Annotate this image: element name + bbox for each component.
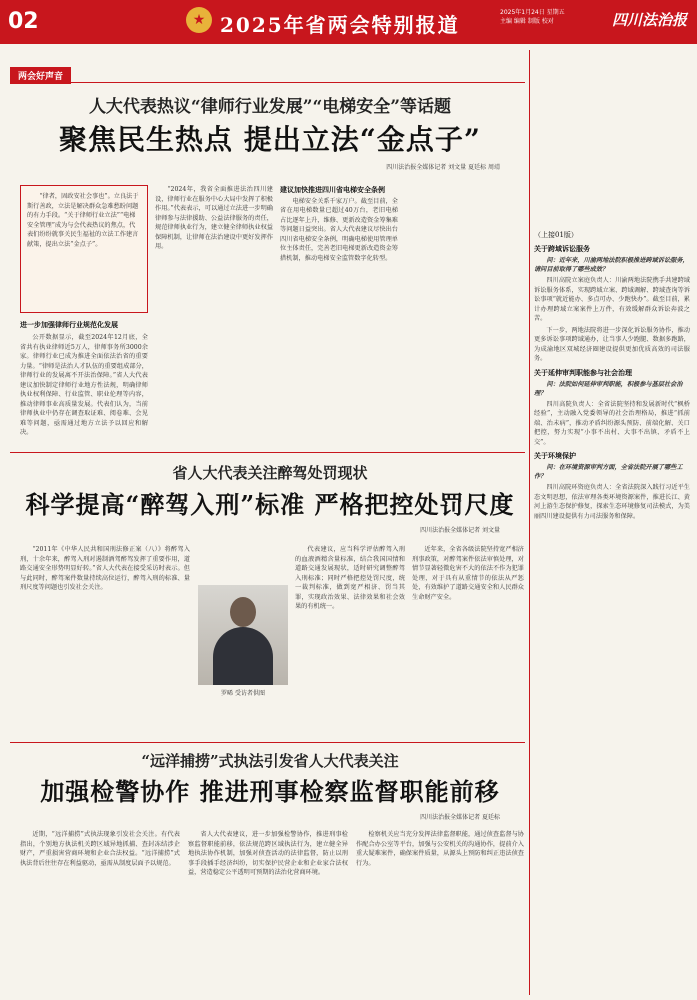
- story3-paragraph: 检察机关应当充分发挥法律监督职能，通过侦查监督与协作配合办公室等平台，加强与公安机关的沟通协作，提前介入重大疑难案件，确保案件质量，从源头上预防和纠正违法侦查行为。: [356, 831, 524, 867]
- story1-byline: 四川法治报全媒体记者 刘文量 夏廷标 周靖: [386, 164, 500, 171]
- story3-headline: 加强检警协作 推进刑事检察监督职能前移: [40, 777, 500, 806]
- story2-paragraph: 近年来，全省各级法院坚持宽严相济刑事政策，对醉驾案件依法审慎处理，对情节显著轻微危害不大的依法不作为犯罪处理，对于具有从重情节的依法从严惩处，有效维护了道路交通安全和人民群众生命财产安全。: [412, 546, 524, 601]
- story1-section-heading-2: 建议加快推进四川省电梯安全条例: [280, 185, 385, 194]
- story2-col3: [295, 545, 405, 737]
- issue-editors: 主编 编辑 制版 校对: [500, 18, 554, 25]
- column-tag: 两会好声音: [10, 67, 71, 84]
- divider: [10, 452, 525, 453]
- story2-col2-bottom: [198, 700, 288, 737]
- sidebar-continued-tag: （上接01版）: [534, 231, 578, 239]
- story3-subtitle: “远洋捕捞”式执法引发省人大代表关注: [141, 752, 399, 770]
- sidebar-paragraph: 四川高院环资庭负责人：全省法院深入践行习近平生态文明思想，依法审理各类环境资源案件，推进长江、黄河上游生态保护修复，探索生态环境修复司法模式，为美丽四川建设提供有力司法服务和保障。: [534, 484, 690, 520]
- story3-paragraph: 省人大代表建议，进一步加强检警协作，推进刑事检察监督职能前移，依法规范跨区域执法行为，建立健全异地执法协作机制，加强对侦查活动的法律监督，防止以刑事手段插手经济纠纷，切实保护民营企业和企业家合法权益，营造稳定公平透明可预期的法治化营商环境。: [188, 831, 348, 876]
- column-divider: [529, 50, 530, 995]
- sidebar-paragraph: 四川高院负责人：全省法院坚持和发展新时代“枫桥经验”，主动融入党委领导的社会治理格局，推进“抓前端、治未病”，推动矛盾纠纷源头预防、前端化解、关口把控，努力实现“小事不出村、大事不出镇、矛盾不上交”。: [534, 400, 690, 446]
- story1-section-heading-1: 进一步加强律师行业规范化发展: [20, 320, 118, 329]
- story2-headline: 科学提高“醉驾入刑”标准 严格把控处罚尺度: [25, 490, 515, 519]
- page-header: [0, 0, 697, 44]
- story1-col2: [155, 185, 273, 447]
- divider: [10, 82, 525, 83]
- story1-lead-box: [20, 185, 148, 313]
- photo-caption: 罗晞 受访者供图: [221, 690, 265, 697]
- story1-lead: “律者，固政安社会事也”。立良法于斯行善政，立法是解决群众急难愁盼问题的有力手段。“关于律师行业立法”“电梯安全管理”成为与会代表热议的焦点，代表们纷纷就事关民生福祉的立法工作建言献策，提出立法“金点子”。: [27, 193, 139, 248]
- story2-col4: [412, 545, 524, 737]
- sidebar-heading-1: 关于跨域诉讼服务: [534, 244, 590, 253]
- story2-byline: 四川法治报全媒体记者 刘文量: [420, 527, 500, 534]
- story1-paragraph: 电梯安全关系千家万户。截至目前，全省在用电梯数量已超过40万台，老旧电梯占比逐年上升，维修、更新改造资金筹集难等问题日益突出。省人大代表建议尽快出台四川省电梯安全条例，明确电梯使用管理单位主体责任，完善老旧电梯更新改造资金筹措机制，推动电梯安全监管数字化转型。: [280, 197, 398, 262]
- story2-col1: [20, 545, 190, 737]
- sidebar-question-1: 问：近年来，川渝两地法院积极推进跨域诉讼服务，请问目前取得了哪些成效？: [534, 257, 689, 273]
- emblem-icon: ★: [186, 7, 212, 33]
- story3-col1: [20, 830, 180, 995]
- story1-col4: [405, 185, 523, 447]
- sidebar-qa: [534, 226, 690, 996]
- story1-col1: [20, 333, 148, 446]
- story1-subtitle: 人大代表热议“律师行业发展”“电梯安全”等话题: [88, 97, 452, 117]
- story3-paragraph: 近期，“远洋捕捞”式执法现象引发社会关注。有代表指出，个别地方执法机关跨区域异地抓捕、查封冻结涉企财产，严重损害营商环境和企业合法权益。“远洋捕捞”式执法背后往往存在利益驱动，亟需从制度层面予以规范。: [20, 831, 180, 867]
- story2-photo: [198, 585, 288, 685]
- story2-paragraph: “2011年《中华人民共和国刑法修正案（八）》将醉驾入刑，十余年来，醉驾入刑对遏制酒驾醉驾发挥了重要作用，道路交通安全形势明显好转。”省人大代表在接受采访时表示。但与此同时，醉驾案件数量持续高位运行，醉驾入刑的标准、量刑尺度等问题也引发社会关注。: [20, 546, 190, 591]
- story1-paragraph: 公开数据显示，截至2024年12月底，全省共有执业律师近5万人，律师事务所3000余家。律师行业已成为推进全面依法治省的重要力量。“律师是法治人才队伍的重要组成部分，律师行业的发展离不开法治保障。”省人大代表建议加快制定律师行业地方性法规，明确律师执业权利保障、行业监管、职业伦理等内容，推动律师事业高质量发展。代表们认为，当前律师执业中仍存在调查取证难、阅卷难、会见难等问题，亟需通过地方立法予以回应和解决。: [20, 334, 148, 436]
- sidebar-paragraph: 下一步，两地法院将进一步深化诉讼服务协作，推动更多诉讼事项跨域通办，让当事人少跑腿、数据多跑路，为成渝地区双城经济圈建设提供更加优质高效的司法服务。: [534, 326, 690, 362]
- story1-headline: 聚焦民生热点 提出立法“金点子”: [59, 123, 481, 156]
- sidebar-heading-2: 关于延伸审判职能参与社会治理: [534, 367, 632, 377]
- story3-byline: 四川法治报全媒体记者 夏廷标: [420, 814, 500, 821]
- page-number: 02: [8, 9, 39, 34]
- story2-subtitle: 省人大代表关注醉驾处罚现状: [172, 464, 368, 482]
- sidebar-heading-3: 关于环境保护: [534, 451, 576, 460]
- story3-col2: [188, 830, 348, 995]
- issue-meta: [500, 8, 610, 26]
- issue-date: 2025年1月24日 星期五: [500, 9, 565, 16]
- story1-col3: [280, 185, 398, 447]
- newspaper-masthead: 四川法治报: [612, 11, 688, 29]
- section-banner-title: 2025年省两会特别报道: [220, 13, 460, 37]
- sidebar-question-3: 问：在环境资源审判方面，全省法院开展了哪些工作？: [534, 464, 683, 480]
- divider: [10, 742, 525, 743]
- story2-paragraph: 代表建议，应当科学评估醉驾入刑的血液酒精含量标准，结合我国国情和道路交通发展现状，适时研究调整醉驾入刑标准；同时严格把控处罚尺度，统一裁判标准，做到宽严相济、罚当其罪，实现政治效果、法律效果和社会效果的有机统一。: [295, 546, 405, 610]
- sidebar-paragraph: 四川高院立案庭负责人：川渝两地法院携手共建跨域诉讼服务体系，实现跨域立案、跨域调解、跨域查询等诉讼事项“就近能办、多点可办、少跑快办”。截至目前，累计办理跨域立案案件上万件，有效缓解群众诉讼奔波之苦。: [534, 277, 690, 322]
- story3-col3: [356, 830, 524, 995]
- story1-paragraph: “2024年，我省全面推进法治四川建设，律师行业在服务中心大局中发挥了积极作用。”代表表示，可以通过立法进一步明确律师参与法律援助、公益法律服务的责任，规范律师执业行为，建立健全律师执业权益保障机制，让律师在法治建设中更好发挥作用。: [155, 186, 273, 250]
- sidebar-question-2: 问：法院如何延伸审判职能，积极参与基层社会治理？: [534, 380, 683, 397]
